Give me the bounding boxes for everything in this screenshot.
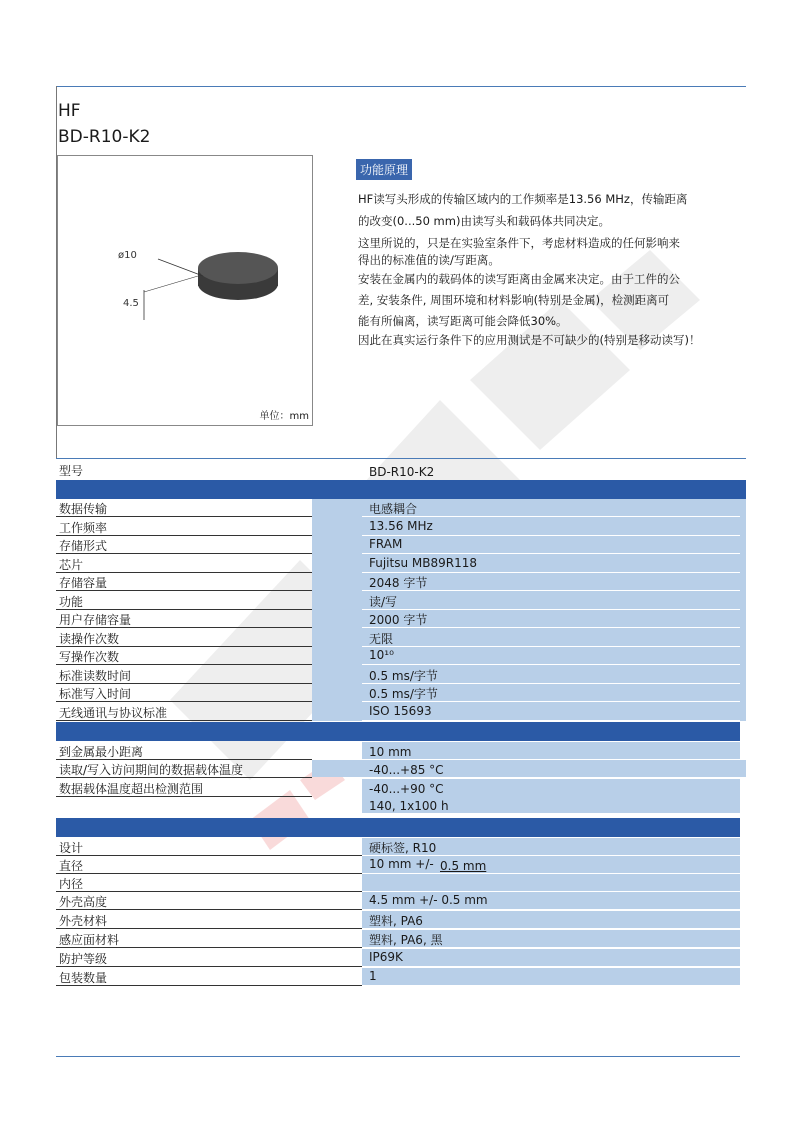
principle-heading: 功能原理 [356,159,412,180]
row-rule [56,777,312,778]
spec-value: -40...+85 °C [369,763,444,777]
model-label: 型号 [59,464,84,478]
spec-label: 标准读数时间 [59,668,132,683]
spec-value: Fujitsu MB89R118 [369,555,477,570]
row-rule [56,535,312,536]
spec-value: IP69K [369,950,403,964]
row-rule [56,855,362,856]
spec-value: 10 mm [369,745,412,759]
tag-drawing [58,156,312,425]
row-rule [56,590,312,591]
row-rule [362,590,740,591]
row-rule [56,572,312,573]
row-rule [362,609,740,610]
spec-value: 无限 [369,631,394,646]
height-label: 4.5 [123,298,139,309]
principle-text [358,188,748,349]
spec-value: FRAM [369,537,403,551]
product-figure [57,155,313,426]
spec-value: 0.5 ms/字节 [369,687,438,701]
model-value: BD-R10-K2 [369,465,435,479]
row-rule [56,720,312,721]
row-rule [56,646,312,647]
spec-label: 数据载体温度超出检测范围 [59,782,204,796]
row-rule [362,553,740,554]
spec-label: 标准写入时间 [59,687,132,701]
model-top-rule [56,458,746,459]
row-rule [362,535,740,536]
row-rule [56,553,312,554]
spec-value: 140, 1x100 h [369,799,449,813]
spec-value: 4.5 mm +/- 0.5 mm [369,893,488,907]
spec-cell [362,968,740,985]
row-rule [56,909,362,910]
section-band-2 [56,722,740,741]
spec-value: 2048 字节 [369,576,428,590]
row-rule [362,683,740,684]
product-category: HF [58,101,81,121]
row-rule [362,720,740,721]
principle-line: HF读写头形成的传输区域内的工作频率是13.56 MHz，传输距离 [358,192,688,206]
spec-label: 内径 [59,877,84,891]
diameter-label: ø10 [118,250,137,261]
row-rule [56,701,312,702]
unit-note: 单位：mm [259,411,309,422]
spec-label: 存储形式 [59,539,108,553]
principle-line: 得出的标准值的读/写距离。 [358,253,500,267]
row-rule [56,873,362,874]
spec-value: ISO 15693 [369,703,432,718]
spec-label: 工作频率 [59,520,108,535]
product-model-title: BD-R10-K2 [58,127,151,147]
row-rule [56,928,362,929]
top-rule [56,86,746,87]
row-rule [56,947,362,948]
spec-label: 用户存储容量 [59,613,132,627]
spec-value: 0.5 ms/字节 [369,668,438,683]
bottom-rule [56,1056,740,1057]
row-rule [56,796,312,797]
spec-label: 无线通讯与协议标准 [59,705,168,720]
spec-label: 包装数量 [59,971,108,985]
principle-line: 能有所偏离，读写距离可能会降低30%。 [358,314,568,328]
spec-value: 硬标签, R10 [369,841,437,855]
spec-label: 数据传输 [59,502,108,516]
spec-label: 功能 [59,594,84,609]
row-rule [56,609,312,610]
spec-label: 设计 [59,841,84,855]
spec-cell [362,742,740,759]
spec-value: 塑料, PA6 [369,914,423,928]
row-rule [362,627,740,628]
row-rule [56,891,362,892]
row-rule [362,701,740,702]
spec-value: -40...+90 °C [369,782,444,796]
spec-value: 电感耦合 [369,502,418,516]
spec-label: 直径 [59,859,84,873]
spec-label: 外壳高度 [59,895,108,909]
spec-value: 2000 字节 [369,613,428,627]
spec-value: 1 [369,969,377,983]
spec-label: 防护等级 [59,952,108,966]
spec-value: 10¹⁰ [369,648,394,662]
principle-line: 因此在真实运行条件下的应用测试是不可缺少的(特别是移动读写)！ [358,333,701,347]
row-rule [56,759,312,760]
row-rule [362,516,740,517]
section-band-1 [56,480,746,499]
spec-value: 读/写 [369,594,398,609]
spec-label: 存储容量 [59,576,108,590]
spec-label: 读取/写入访问期间的数据载体温度 [59,763,244,777]
spec-value: 塑料, PA6, 黑 [369,933,443,947]
row-rule [56,966,362,967]
row-rule [362,646,740,647]
spec-value-extra: 0.5 mm [440,859,487,873]
row-rule [362,572,740,573]
principle-line: 这里所说的，只是在实验室条件下，考虑材料造成的任何影响来 [358,236,680,250]
section-band-3 [56,818,740,837]
row-rule [56,985,362,986]
spec-cell [362,874,740,891]
principle-line: 差, 安装条件, 周围环境和材料影响(特别是金属)，检测距离可 [358,293,670,307]
row-rule [56,683,312,684]
spec-cell [362,949,740,966]
row-rule [362,664,740,665]
spec-value: 13.56 MHz [369,518,433,533]
spec-label: 读操作次数 [59,631,120,646]
row-rule [56,516,312,517]
principle-line: 安装在金属内的载码体的读写距离由金属来决定。由于工件的公 [358,272,680,286]
row-rule [56,664,312,665]
principle-line: 的改变(0...50 mm)由读写头和载码体共同决定。 [358,214,610,228]
row-rule [56,627,312,628]
spec-label: 外壳材料 [59,914,108,928]
spec-label: 到金属最小距离 [59,745,144,759]
spec-value: 10 mm +/- [369,857,434,871]
spec-label: 感应面材料 [59,933,120,947]
spec-label: 写操作次数 [59,650,120,664]
spec-label: 芯片 [59,557,84,572]
